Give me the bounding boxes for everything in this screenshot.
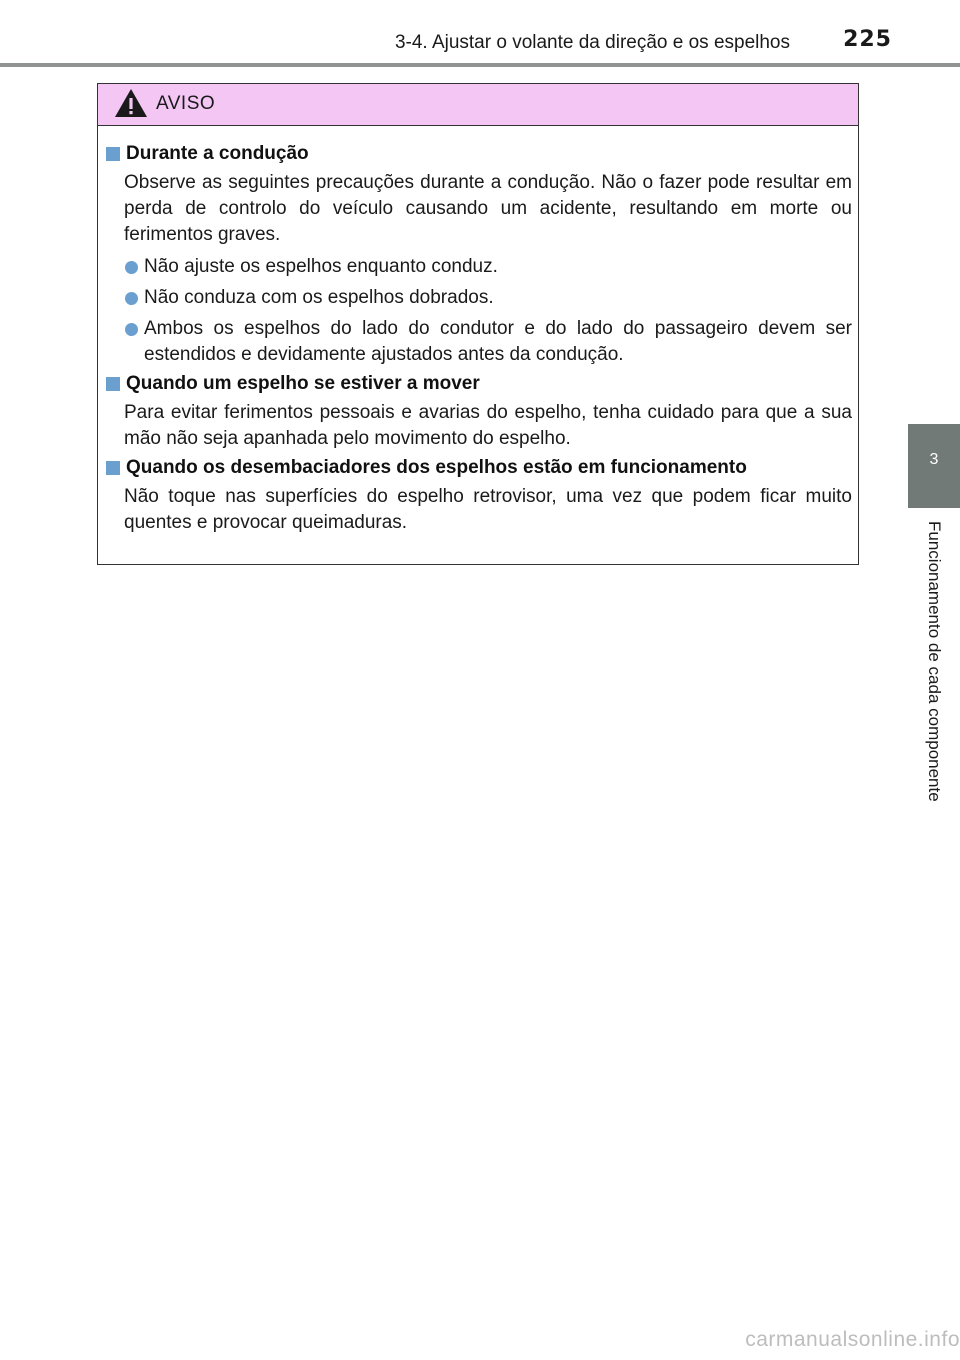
list-item-text: Não ajuste os espelhos enquanto conduz. bbox=[144, 256, 498, 277]
section-heading bbox=[106, 371, 852, 397]
section-paragraph: Observe as seguintes precauções durante a condução. Não o fazer pode resultar em perda de controlo do veículo causando um acidente, resultando em morte ou ferimentos graves. bbox=[124, 172, 852, 245]
warning-title: AVISO bbox=[156, 93, 216, 114]
section-heading-text: Quando os desembaciadores dos espelhos estão em funcionamento bbox=[126, 457, 747, 478]
chapter-tab: 3 bbox=[908, 424, 960, 508]
section-heading bbox=[106, 141, 852, 167]
square-bullet-icon bbox=[106, 147, 120, 161]
list-item-text: Não conduza com os espelhos dobrados. bbox=[144, 287, 494, 308]
warning-box bbox=[97, 83, 859, 565]
section-paragraph: Para evitar ferimentos pessoais e avarias do espelho, tenha cuidado para que a sua mão não seja apanhada pelo movimento do espelho. bbox=[124, 402, 852, 449]
warning-header bbox=[98, 84, 858, 126]
section-paragraph: Não toque nas superfícies do espelho retrovisor, uma vez que podem ficar muito quentes e provocar queimaduras. bbox=[124, 486, 852, 533]
round-bullet-icon bbox=[125, 292, 138, 305]
header-divider bbox=[0, 63, 960, 67]
square-bullet-icon bbox=[106, 377, 120, 391]
warning-body bbox=[98, 141, 858, 536]
list-item bbox=[125, 316, 852, 368]
round-bullet-icon bbox=[125, 261, 138, 274]
round-bullet-icon bbox=[125, 323, 138, 336]
watermark: carmanualsonline.info bbox=[745, 1328, 960, 1351]
list-item bbox=[125, 254, 852, 280]
section-title: 3-4. Ajustar o volante da direção e os espelhos bbox=[394, 32, 790, 53]
square-bullet-icon bbox=[106, 461, 120, 475]
section-heading-text: Quando um espelho se estiver a mover bbox=[126, 373, 480, 394]
page-number: 225 bbox=[843, 27, 892, 52]
list-item bbox=[125, 285, 852, 311]
chapter-label-text: Funcionamento de cada componente bbox=[925, 521, 944, 802]
section-heading-text: Durante a condução bbox=[126, 143, 309, 164]
list-item-text: Ambos os espelhos do lado do condutor e do lado do passageiro devem ser estendidos e devidamente ajustados antes da condução. bbox=[144, 318, 852, 365]
section-heading bbox=[106, 455, 852, 481]
warning-triangle-icon bbox=[114, 88, 148, 118]
